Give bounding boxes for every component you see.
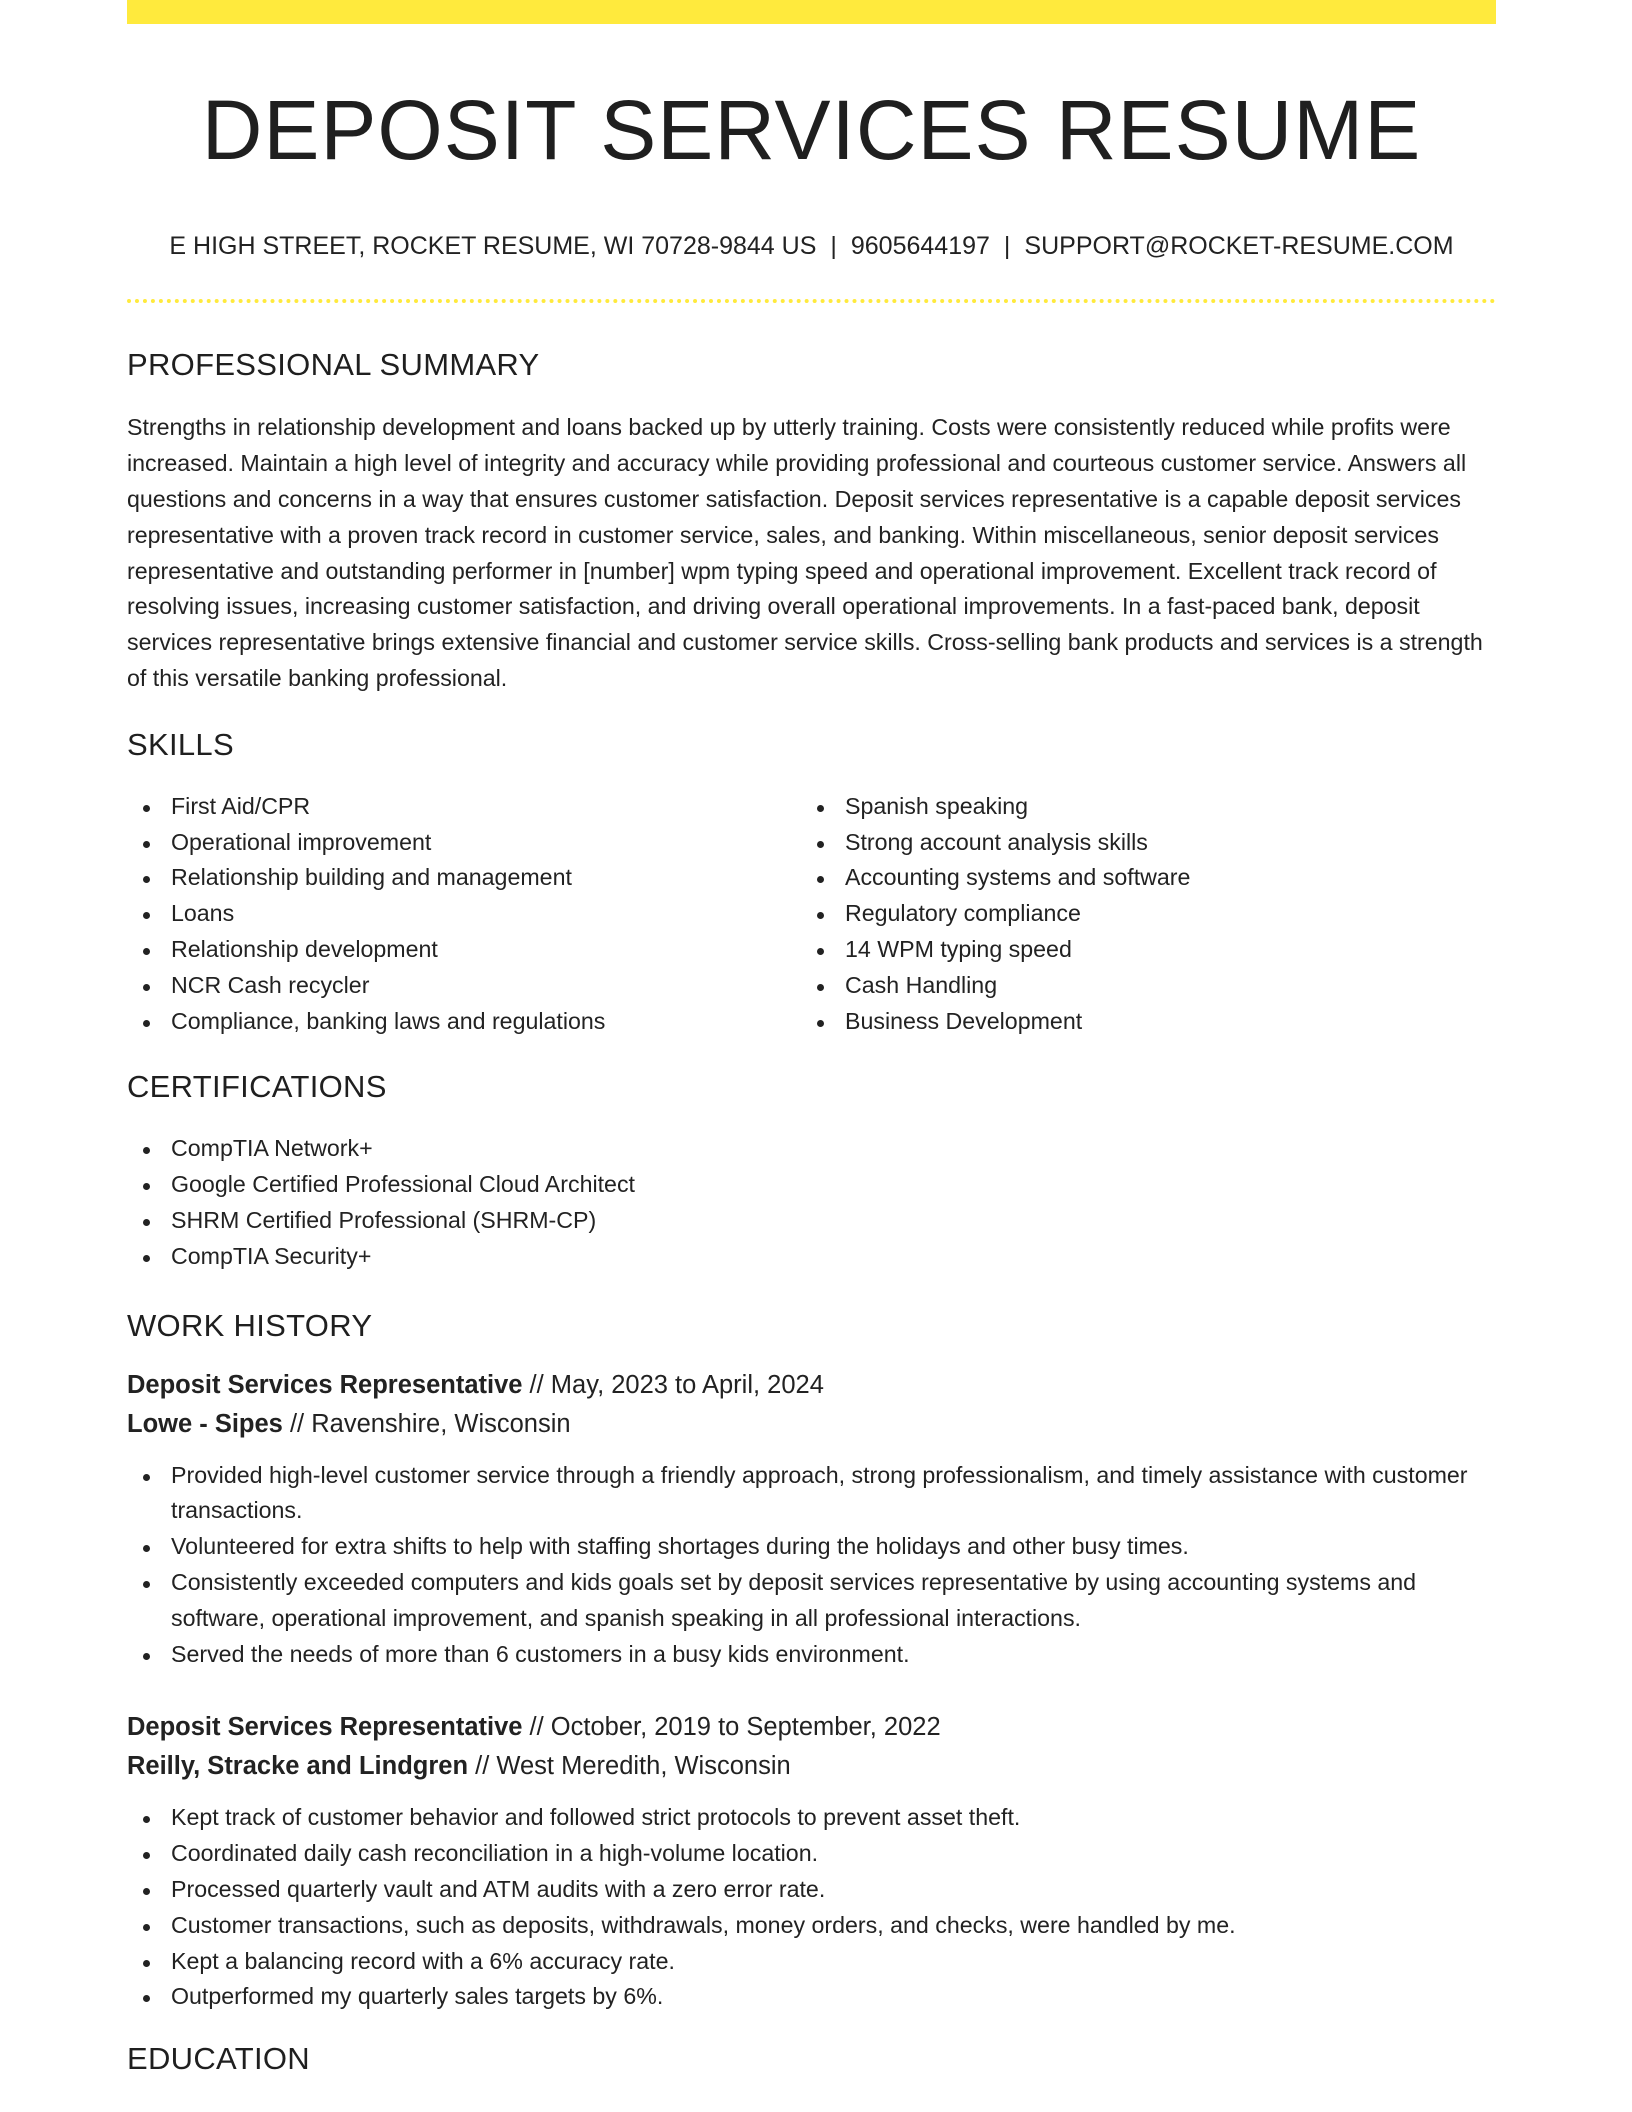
job-location: // West Meredith, Wisconsin: [475, 1752, 791, 1781]
job-duty-item: Provided high-level customer service through a friendly approach, strong professionalism, and timely assistance with customer transactions.: [127, 1458, 1496, 1530]
contact-line: [127, 231, 1496, 261]
section-heading-certifications: CERTIFICATIONS: [127, 1069, 387, 1105]
job-title-line: [127, 1708, 1496, 1747]
work-history-section: [127, 1308, 1496, 2016]
certification-item: Google Certified Professional Cloud Architect: [127, 1167, 1496, 1203]
certifications-list: [127, 1131, 1496, 1274]
resume-title: DEPOSIT SERVICES RESUME: [201, 83, 1422, 177]
skills-columns: [127, 789, 1496, 1040]
contact-separator: |: [1003, 232, 1011, 261]
job-duty-item: Kept track of customer behavior and followed strict protocols to prevent asset theft.: [127, 1800, 1496, 1836]
skill-item: Accounting systems and software: [801, 860, 1475, 896]
certification-item: SHRM Certified Professional (SHRM-CP): [127, 1203, 1496, 1239]
job-location: // Ravenshire, Wisconsin: [289, 1409, 571, 1438]
contact-email[interactable]: SUPPORT@ROCKET-RESUME.COM: [1024, 232, 1454, 261]
job-dates: // October, 2019 to September, 2022: [529, 1713, 941, 1742]
professional-summary-section: [127, 347, 1496, 696]
section-heading-summary: PROFESSIONAL SUMMARY: [127, 347, 540, 383]
skill-item: Compliance, banking laws and regulations: [127, 1004, 801, 1040]
skills-section: [127, 727, 1496, 1040]
skill-item: Business Development: [801, 1004, 1475, 1040]
job-duties-list: [127, 1800, 1496, 2015]
certification-item: CompTIA Network+: [127, 1131, 1496, 1167]
job-duty-item: Volunteered for extra shifts to help with staffing shortages during the holidays and other busy times.: [127, 1529, 1496, 1565]
skill-item: Relationship building and management: [127, 860, 801, 896]
contact-address: E HIGH STREET, ROCKET RESUME, WI 70728-9844 US: [169, 232, 817, 261]
job-duty-item: Consistently exceeded computers and kids goals set by deposit services representative by using accounting systems and software, operational improvement, and spanish speaking in all professional interactions.: [127, 1565, 1496, 1637]
contact-separator: |: [830, 232, 837, 261]
section-heading-skills: SKILLS: [127, 726, 234, 762]
skill-item: Relationship development: [127, 932, 801, 968]
certifications-section: [127, 1069, 1496, 1274]
skills-list-left: [127, 789, 801, 1040]
skills-list-right: [801, 789, 1475, 1040]
job-duty-item: Outperformed my quarterly sales targets by 6%.: [127, 1979, 1496, 2015]
skill-item: Cash Handling: [801, 968, 1475, 1004]
job-duty-item: Customer transactions, such as deposits, withdrawals, money orders, and checks, were handled by me.: [127, 1908, 1496, 1944]
skill-item: NCR Cash recycler: [127, 968, 801, 1004]
top-accent-bar: [127, 0, 1496, 24]
skill-item: Operational improvement: [127, 825, 801, 861]
summary-text: Strengths in relationship development and loans backed up by utterly training. Costs were consistently reduced while profits were increased. Maintain a high level of integrity and accuracy while providing professional and courteous customer service. Answers all questions and concerns in a way that ensures customer satisfaction. Deposit services representative is a capable deposit services representative with a proven track record in customer service, sales, and banking. Within miscellaneous, senior deposit services representative and outstanding performer in [number] wpm typing speed and operational improvement. Excellent track record of resolving issues, increasing customer satisfaction, and driving overall operational improvements. In a fast-paced bank, deposit services representative brings extensive financial and customer service skills. Cross-selling bank products and services is a strength of this versatile banking professional.: [127, 414, 1483, 691]
job-company-line: [127, 1747, 1496, 1786]
job-duty-item: Processed quarterly vault and ATM audits with a zero error rate.: [127, 1872, 1496, 1908]
section-heading-work-history: WORK HISTORY: [127, 1307, 373, 1343]
job-duty-item: Coordinated daily cash reconciliation in a high-volume location.: [127, 1836, 1496, 1872]
skill-item: First Aid/CPR: [127, 789, 801, 825]
resume-page: [127, 0, 1496, 2077]
job-title: Deposit Services Representative: [127, 1713, 523, 1742]
job-company: Reilly, Stracke and Lindgren: [127, 1752, 469, 1781]
skill-item: Spanish speaking: [801, 789, 1475, 825]
job-dates: // May, 2023 to April, 2024: [529, 1370, 824, 1399]
job-title: Deposit Services Representative: [127, 1370, 523, 1399]
skill-item: Loans: [127, 896, 801, 932]
skill-item: 14 WPM typing speed: [801, 932, 1475, 968]
job-title-line: [127, 1366, 1496, 1405]
header-divider: [127, 299, 1496, 303]
skill-item: Strong account analysis skills: [801, 825, 1475, 861]
job-duties-list: [127, 1458, 1496, 1673]
section-heading-education: EDUCATION: [127, 2041, 310, 2077]
job-duty-item: Served the needs of more than 6 customers in a busy kids environment.: [127, 1637, 1496, 1673]
job-entry: [127, 1708, 1496, 2015]
certification-item: CompTIA Security+: [127, 1239, 1496, 1275]
skill-item: Regulatory compliance: [801, 896, 1475, 932]
job-company-line: [127, 1405, 1496, 1444]
contact-phone[interactable]: 9605644197: [850, 232, 990, 261]
job-company: Lowe - Sipes: [127, 1409, 283, 1438]
job-entry: [127, 1366, 1496, 1673]
job-duty-item: Kept a balancing record with a 6% accuracy rate.: [127, 1944, 1496, 1980]
education-section: [127, 2041, 1496, 2077]
